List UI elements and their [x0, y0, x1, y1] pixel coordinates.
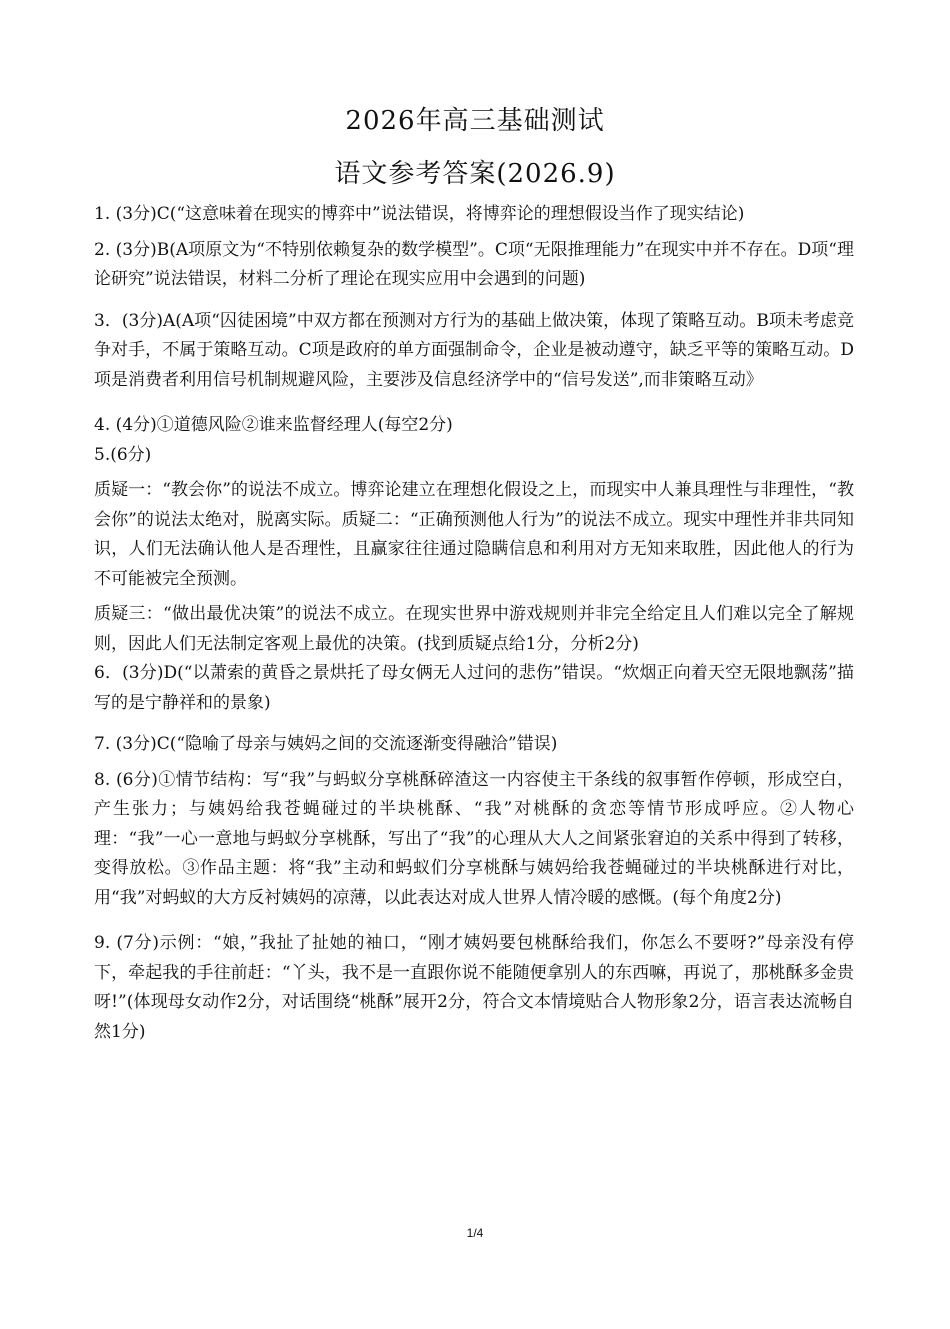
answer-5-heading: 5.(6分) [94, 444, 152, 465]
answer-2: 2. (3分)B(A项原文为“不特别依赖复杂的数学模型”。C项“无限推理能力”在现实中并不存在。D项“理论研究”说法错误，材料二分析了理论在现实应用中会遇到的问题) [94, 239, 854, 289]
document-subtitle: 语文参考答案(2026.9) [334, 159, 616, 189]
answer-8: 8. (6分)①情节结构：写“我”与蚂蚁分享桃酥碎渣这一内容使主干条线的叙事暂作停顿，形成空白，产生张力；与姨妈给我苍蝇碰过的半块桃酥、“我”对桃酥的贪恋等情节形成呼应。②人物心理：“我”一心一意地与蚂蚁分享桃酥，写出了“我”的心理从大人之间紧张窘迫的关系中得到了转移，变得放松。③作品主题：将“我”主动和蚂蚁们分享桃酥与姨妈给我苍蝇碰过的半块桃酥进行对比，用“我”对蚂蚁的大方反衬姨妈的凉薄，以此表达对成人世界人情冷暖的感慨。(每个角度2分) [94, 769, 854, 908]
answer-9: 9. (7分)示例：“娘，”我扯了扯她的袖口，“刚才姨妈要包桃酥给我们，你怎么不要呀?”母亲没有停下，牵起我的手往前赶：“丫头，我不是一直跟你说不能随便拿别人的东西嘛，再说了，那桃酥多金贵呀!”(体现母女动作2分，对话围绕“桃酥”展开2分，符合文本情境贴合人物形象2分，语言表达流畅自然1分) [94, 933, 854, 1042]
answer-1: 1. (3分)C(“这意味着在现实的博弈中”说法错误，将博弈论的理想假设当作了现实结论) [94, 204, 745, 224]
answer-5-query-3: 质疑三：“做出最优决策”的说法不成立。在现实世界中游戏规则并非完全给定且人们难以完全了解规则，因此人们无法制定客观上最优的决策。(找到质疑点给1分，分析2分) [94, 604, 854, 654]
answer-3: 3．(3分)A(A项“囚徒困境”中双方都在预测对方行为的基础上做决策，体现了策略互动。B项未考虑竞争对手，不属于策略互动。C项是政府的单方面强制命令，企业是被动遵守，缺乏平等的策略互动。D项是消费者利用信号机制规避风险，主要涉及信息经济学中的“信号发送”,而非策略互动》 [94, 310, 854, 390]
answer-4: 4. (4分)①道德风险②谁来监督经理人(每空2分) [94, 415, 453, 435]
answer-6: 6．(3分)D(“以萧索的黄昏之景烘托了母女俩无人过问的悲伤”错误。“炊烟正向着天空无限地飘荡”描写的是宁静祥和的景象) [94, 663, 854, 713]
answer-list [94, 200, 854, 1047]
document-title: 2026年高三基础测试 [345, 106, 605, 136]
page-number: 1/4 [466, 1226, 484, 1240]
answer-5-query-1-2: 质疑一：“教会你”的说法不成立。博弈论建立在理想化假设之上，而现实中人兼具理性与非理性，“教会你”的说法太绝对，脱离实际。质疑二：“正确预测他人行为”的说法不成立。现实中理性并非共同知识，人们无法确认他人是否理性，且赢家往往通过隐瞒信息和利用对方无知来取胜，因此他人的行为不可能被完全预测。 [94, 480, 854, 589]
answer-7: 7. (3分)C(“隐喻了母亲与姨妈之间的交流逐渐变得融洽”错误) [94, 734, 558, 754]
